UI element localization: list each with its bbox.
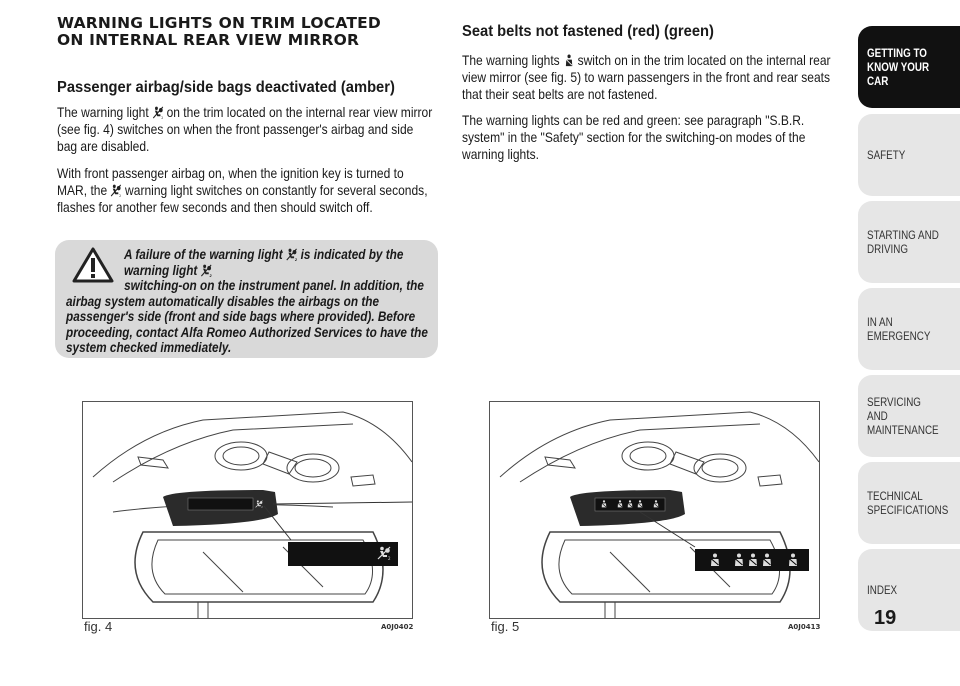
airbag-subheading: Passenger airbag/side bags deactivated (amber): [57, 79, 395, 96]
tab-servicing-and-maintenance[interactable]: SERVICING AND MAINTENANCE: [858, 375, 960, 457]
warning-text-body: switching-on on the instrument panel. In addition, the airbag system automatically disables the airbags on the passenger's side (front and side bags where provided). Before proceeding, contact Alfa Romeo Authorized Services to have the system checked immediately.: [66, 278, 428, 355]
airbag-off-icon: [286, 248, 297, 261]
figure-5-code: A0J0413: [788, 623, 821, 631]
airbag-paragraph-2: With front passenger airbag on, when the ignition key is turned to MAR, the warning light switches on constantly for several seconds, flashes for another few seconds and then should switch off.: [57, 165, 428, 215]
section-heading: WARNING LIGHTS ON TRIM LOCATED ON INTERNAL REAR VIEW MIRROR: [57, 14, 381, 49]
tab-starting-and-driving[interactable]: STARTING AND DRIVING: [858, 201, 960, 283]
figure-5-image: [489, 401, 820, 619]
airbag-off-icon: [111, 184, 122, 197]
tab-safety[interactable]: SAFETY: [858, 114, 960, 196]
tab-technical-specifications[interactable]: TECHNICAL SPECIFICATIONS: [858, 462, 960, 544]
airbag-paragraph-1: The warning light on the trim located on the internal rear view mirror (see fig. 4) switches on when the front passenger's airbag and side bag are disabled.: [57, 104, 433, 154]
tab-getting-to-know-your-car[interactable]: GETTING TO KNOW YOUR CAR: [858, 26, 960, 108]
seatbelt-paragraph-1: The warning lights switch on in the trim located on the internal rear view mirror (see fig. 5) to warn passengers in the front and rear seats that their seat belts are not fastened.: [462, 52, 831, 102]
page-number: 19: [874, 607, 897, 629]
airbag-warning-icon: [201, 264, 212, 277]
figure-4-image: [82, 401, 413, 619]
figure-4-code: A0J0402: [381, 623, 414, 631]
seatbelt-subheading: Seat belts not fastened (red) (green): [462, 23, 714, 40]
figure-5-label: fig. 5: [491, 619, 520, 634]
tab-index[interactable]: INDEX: [858, 549, 960, 631]
seatbelt-icon: [563, 54, 574, 67]
tab-in-an-emergency[interactable]: IN AN EMERGENCY: [858, 288, 960, 370]
seatbelt-paragraph-2: The warning lights can be red and green: see paragraph "S.B.R. system" in the "Safety" section for the switching-on modes of the warning lights.: [462, 112, 806, 162]
airbag-off-icon: [152, 106, 163, 119]
figure-4-label: fig. 4: [84, 619, 113, 634]
warning-text-intro: A failure of the warning light is indicated by the warning light: [124, 247, 404, 278]
